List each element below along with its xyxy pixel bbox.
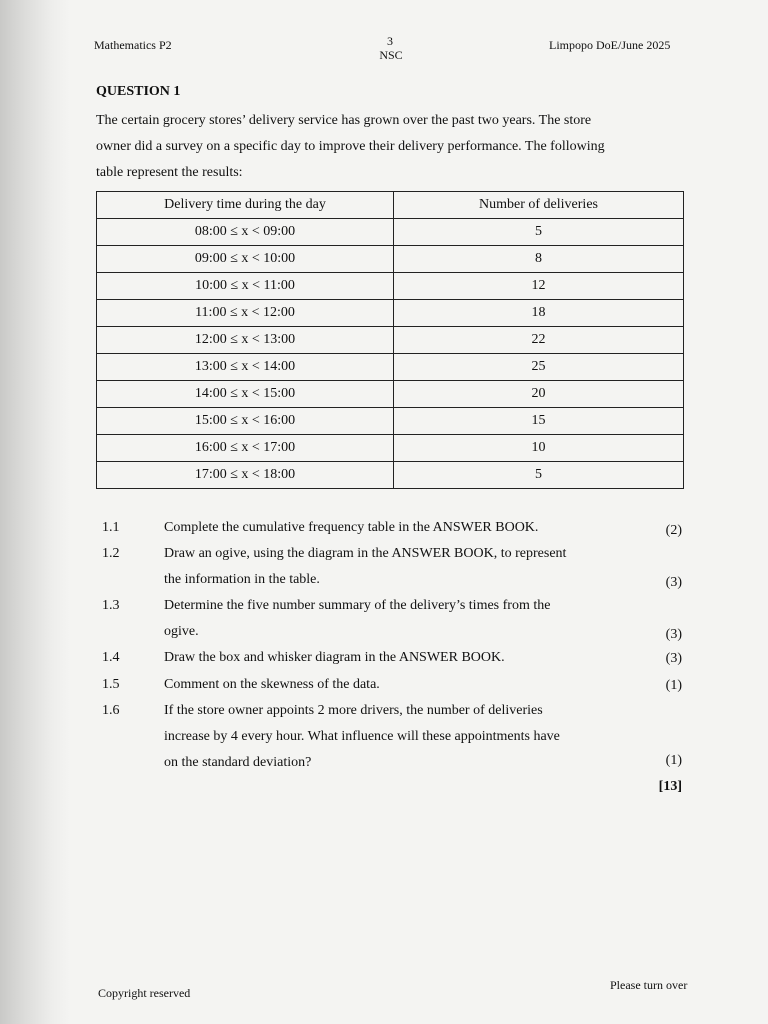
intro-line: The certain grocery stores’ delivery service has grown over the past two years. The store bbox=[96, 113, 592, 128]
mark-1-2: (3) bbox=[665, 575, 682, 590]
subquestion-text: Determine the five number summary of the delivery’s times from the bbox=[164, 598, 551, 613]
delivery-count: 18 bbox=[394, 300, 684, 327]
footer-copyright: Copyright reserved bbox=[98, 986, 191, 1000]
table-row bbox=[97, 300, 684, 327]
delivery-count: 5 bbox=[394, 219, 684, 246]
delivery-table bbox=[96, 191, 684, 489]
time-interval: 14:00 ≤ x < 15:00 bbox=[97, 381, 394, 408]
table-header-row bbox=[97, 192, 684, 219]
mark-1-6: (1) bbox=[665, 753, 682, 768]
table-row bbox=[97, 327, 684, 354]
time-interval: 09:00 ≤ x < 10:00 bbox=[97, 246, 394, 273]
header-source: Limpopo DoE/June 2025 bbox=[549, 38, 671, 52]
delivery-count: 15 bbox=[394, 408, 684, 435]
subquestion-text: on the standard deviation? bbox=[164, 755, 312, 770]
time-interval: 12:00 ≤ x < 13:00 bbox=[97, 327, 394, 354]
table-row bbox=[97, 354, 684, 381]
subquestion-text: the information in the table. bbox=[164, 572, 320, 587]
subquestion-number: 1.4 bbox=[102, 650, 120, 665]
mark-1-5: (1) bbox=[665, 678, 682, 693]
scan-edge-shadow bbox=[0, 0, 70, 1024]
table-row bbox=[97, 462, 684, 489]
mark-1-4: (3) bbox=[665, 651, 682, 666]
subquestion-text: Draw the box and whisker diagram in the ANSWER BOOK. bbox=[164, 650, 505, 665]
subquestion-number: 1.5 bbox=[102, 677, 120, 692]
header-number-of-deliveries: Number of deliveries bbox=[394, 192, 684, 219]
delivery-count: 22 bbox=[394, 327, 684, 354]
page-number: 3 bbox=[387, 34, 393, 48]
subquestion-text: ogive. bbox=[164, 624, 199, 639]
header-delivery-time: Delivery time during the day bbox=[97, 192, 394, 219]
table-row bbox=[97, 381, 684, 408]
table-row bbox=[97, 408, 684, 435]
subquestion-number: 1.3 bbox=[102, 598, 120, 613]
intro-line: owner did a survey on a specific day to improve their delivery performance. The following bbox=[96, 139, 605, 154]
subquestion-text: Draw an ogive, using the diagram in the ANSWER BOOK, to represent bbox=[164, 546, 567, 561]
header-subject: Mathematics P2 bbox=[94, 38, 172, 52]
table-row bbox=[97, 435, 684, 462]
subquestion-number: 1.2 bbox=[102, 546, 120, 561]
intro-line: table represent the results: bbox=[96, 165, 243, 180]
subquestion-text: Complete the cumulative frequency table in the ANSWER BOOK. bbox=[164, 520, 539, 535]
header-nsc: NSC bbox=[379, 48, 403, 62]
delivery-count: 25 bbox=[394, 354, 684, 381]
subquestion-text: Comment on the skewness of the data. bbox=[164, 677, 380, 692]
table-row bbox=[97, 219, 684, 246]
time-interval: 15:00 ≤ x < 16:00 bbox=[97, 408, 394, 435]
table-row bbox=[97, 246, 684, 273]
footer-turn-over: Please turn over bbox=[610, 978, 688, 992]
question-total-marks: [13] bbox=[658, 779, 682, 794]
delivery-count: 10 bbox=[394, 435, 684, 462]
question-title: QUESTION 1 bbox=[96, 84, 181, 99]
subquestion-number: 1.1 bbox=[102, 520, 120, 535]
mark-1-1: (2) bbox=[665, 523, 682, 538]
subquestion-text: increase by 4 every hour. What influence will these appointments have bbox=[164, 729, 560, 744]
time-interval: 17:00 ≤ x < 18:00 bbox=[97, 462, 394, 489]
time-interval: 13:00 ≤ x < 14:00 bbox=[97, 354, 394, 381]
time-interval: 16:00 ≤ x < 17:00 bbox=[97, 435, 394, 462]
mark-1-3: (3) bbox=[665, 627, 682, 642]
subquestion-number: 1.6 bbox=[102, 703, 120, 718]
table-row bbox=[97, 273, 684, 300]
delivery-count: 8 bbox=[394, 246, 684, 273]
time-interval: 10:00 ≤ x < 11:00 bbox=[97, 273, 394, 300]
time-interval: 11:00 ≤ x < 12:00 bbox=[97, 300, 394, 327]
delivery-count: 20 bbox=[394, 381, 684, 408]
delivery-count: 12 bbox=[394, 273, 684, 300]
time-interval: 08:00 ≤ x < 09:00 bbox=[97, 219, 394, 246]
subquestion-text: If the store owner appoints 2 more drivers, the number of deliveries bbox=[164, 703, 543, 718]
delivery-count: 5 bbox=[394, 462, 684, 489]
question-intro bbox=[96, 108, 686, 186]
